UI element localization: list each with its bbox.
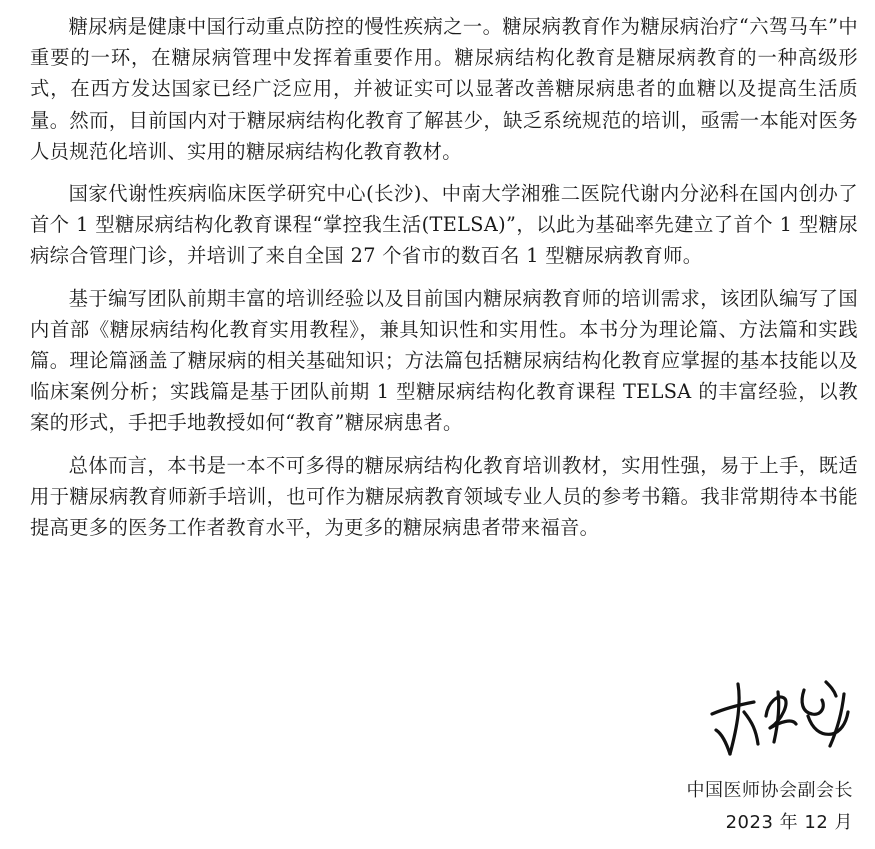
- handwritten-signature: [708, 672, 858, 767]
- paragraph-3: 基于编写团队前期丰富的培训经验以及目前国内糖尿病教育师的培训需求，该团队编写了国内首部《糖尿病结构化教育实用教程》，兼具知识性和实用性。本书分为理论篇、方法篇和实践篇。理论篇涵盖了糖尿病的相关基础知识；方法篇包括糖尿病结构化教育应掌握的基本技能以及临床案例分析；实践篇是基于团队前期 1 型糖尿病结构化教育课程 TELSA 的丰富经验，以教案的形式，手把手地教授如何“教育”糖尿病患者。: [30, 286, 858, 435]
- preface-body: [30, 11, 858, 554]
- signature-date: 2023 年 12 月: [725, 812, 853, 833]
- paragraph-4: 总体而言，本书是一本不可多得的糖尿病结构化教育培训教材，实用性强，易于上手，既适用于糖尿病教育师新手培训，也可作为糖尿病教育领域专业人员的参考书籍。我非常期待本书能提高更多的医务工作者教育水平，为更多的糖尿病患者带来福音。: [30, 453, 858, 540]
- signature-title: 中国医师协会副会长: [686, 780, 853, 801]
- paragraph-1: 糖尿病是健康中国行动重点防控的慢性疾病之一。糖尿病教育作为糖尿病治疗“六驾马车”中重要的一环，在糖尿病管理中发挥着重要作用。糖尿病结构化教育是糖尿病教育的一种高级形式，在西方发达国家已经广泛应用，并被证实可以显著改善糖尿病患者的血糖以及提高生活质量。然而，目前国内对于糖尿病结构化教育了解甚少，缺乏系统规范的培训，亟需一本能对医务人员规范化培训、实用的糖尿病结构化教育教材。: [30, 15, 858, 163]
- paragraph-2: 国家代谢性疾病临床医学研究中心(长沙)、中南大学湘雅二医院代谢内分泌科在国内创办了首个 1 型糖尿病结构化教育课程“掌控我生活(TELSA)”，以此为基础率先建立了首个 1 型糖尿病综合管理门诊，并培训了来自全国 27 个省市的数百名 1 型糖尿病教育师。: [30, 182, 858, 268]
